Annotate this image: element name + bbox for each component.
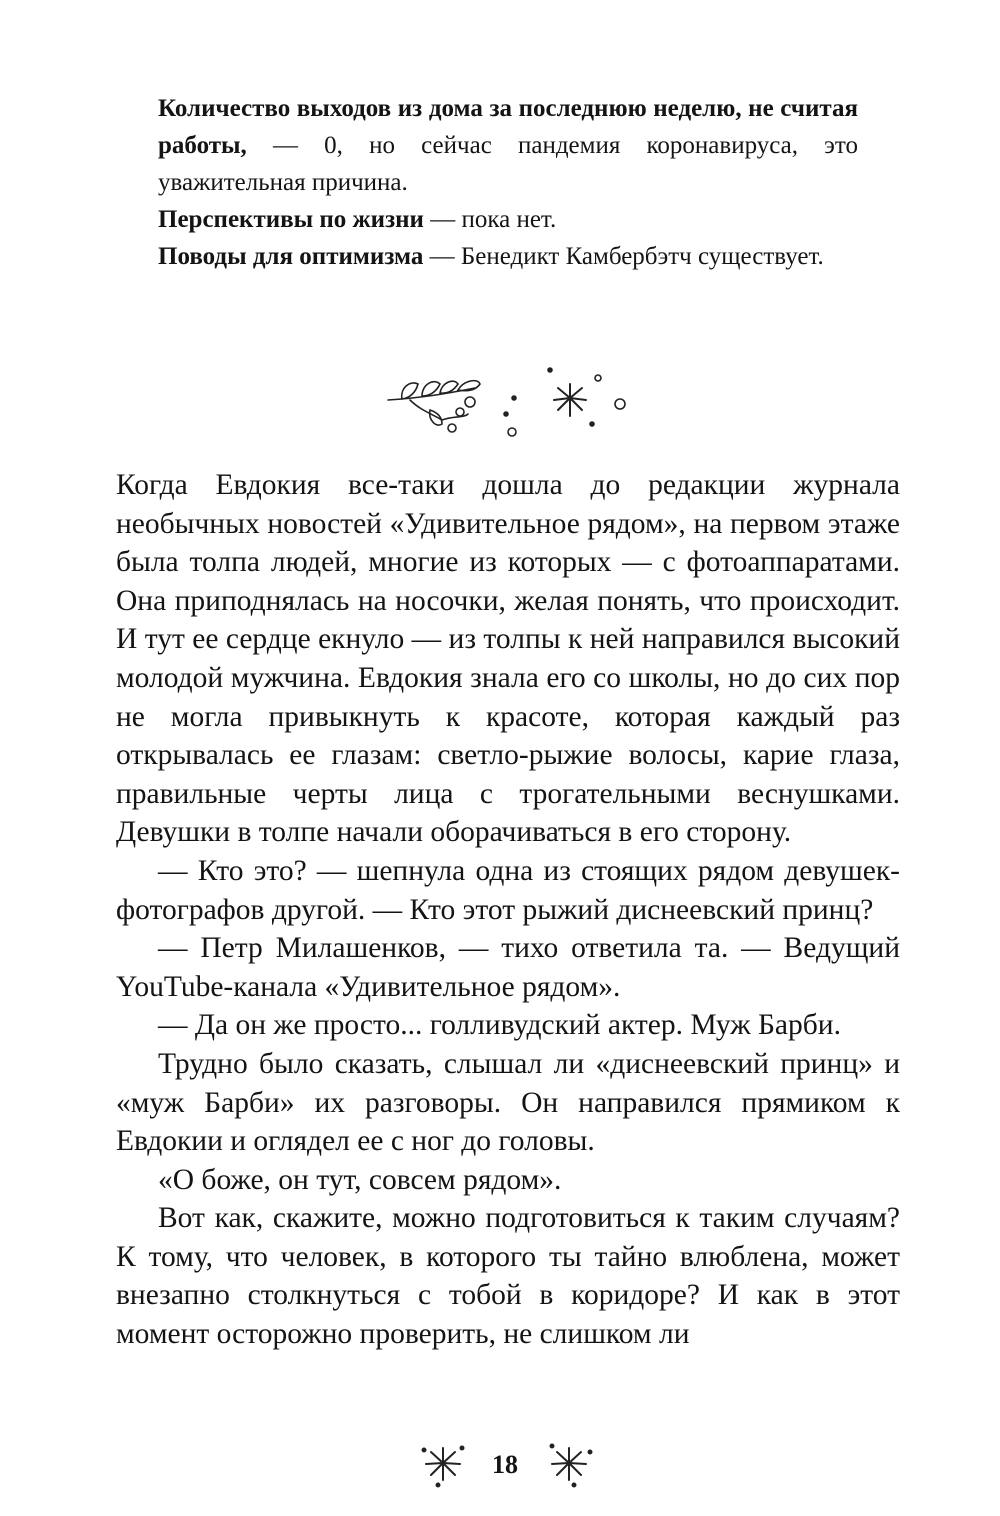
profile-line [158,90,858,201]
character-profile [158,90,858,275]
paragraph: Трудно было сказать, слышал ли «диснеевский принц» и «муж Барби» их разговоры. Он направился прямиком к Евдокии и оглядел ее с ног до головы. [116,1047,900,1158]
profile-label: Поводы для оптимизма [158,243,424,270]
profile-label: Количество выходов из дома за последнюю неделю, не считая работы, [158,95,858,159]
page-number: 18 [492,1450,518,1479]
profile-value: — 0, но сейчас пандемия коронавируса, это уважительная причина. [158,132,858,196]
sparkle-burst-icon [418,1438,468,1488]
page-footer [410,1438,600,1498]
story-text [116,466,900,1354]
sparkle-burst-icon [544,1438,594,1488]
paragraph: Когда Евдокия все-таки дошла до редакции журнала необычных новостей «Удивительное рядом», на первом этаже была толпа людей, многие из которых — с фотоаппаратами. Она приподнялась на носочки, желая понять, что происходит. И тут ее сердце екнуло — из толпы к ней направился высокий молодой мужчина. Евдокия знала его со школы, но до сих пор не могла привыкнуть к красоте, которая каждый раз открывалась ее глазам: светло-рыжие волосы, карие глаза, правильные черты лица с трогательными веснушками. Девушки в толпе начали оборачиваться в его сторону. [116,469,900,849]
paragraph: — Кто это? — шепнула одна из стоящих рядом девушек-фотографов другой. — Кто этот рыжий диснеевский принц? [116,854,900,926]
profile-line [158,238,858,275]
paragraph: — Да он же просто... голливудский актер. Муж Барби. [158,1009,841,1042]
paragraph: — Петр Милашенков, — тихо ответила та. — Ведущий YouTube-канала «Удивительное рядом». [116,932,900,1003]
profile-label: Перспективы по жизни [158,206,424,233]
profile-line [158,201,858,238]
profile-value: — пока нет. [423,206,557,233]
paragraph: Вот как, скажите, можно подготовиться к таким случаям? К тому, что человек, в которого ты тайно влюблена, может внезапно столкнуться с тобой в коридоре? И как в этот момент осторожно проверить, не слишком ли [116,1202,900,1351]
profile-value: — Бенедикт Камбербэтч существует. [423,243,824,270]
floral-divider-icon [380,358,630,448]
paragraph: «О боже, он тут, совсем рядом». [158,1163,562,1196]
